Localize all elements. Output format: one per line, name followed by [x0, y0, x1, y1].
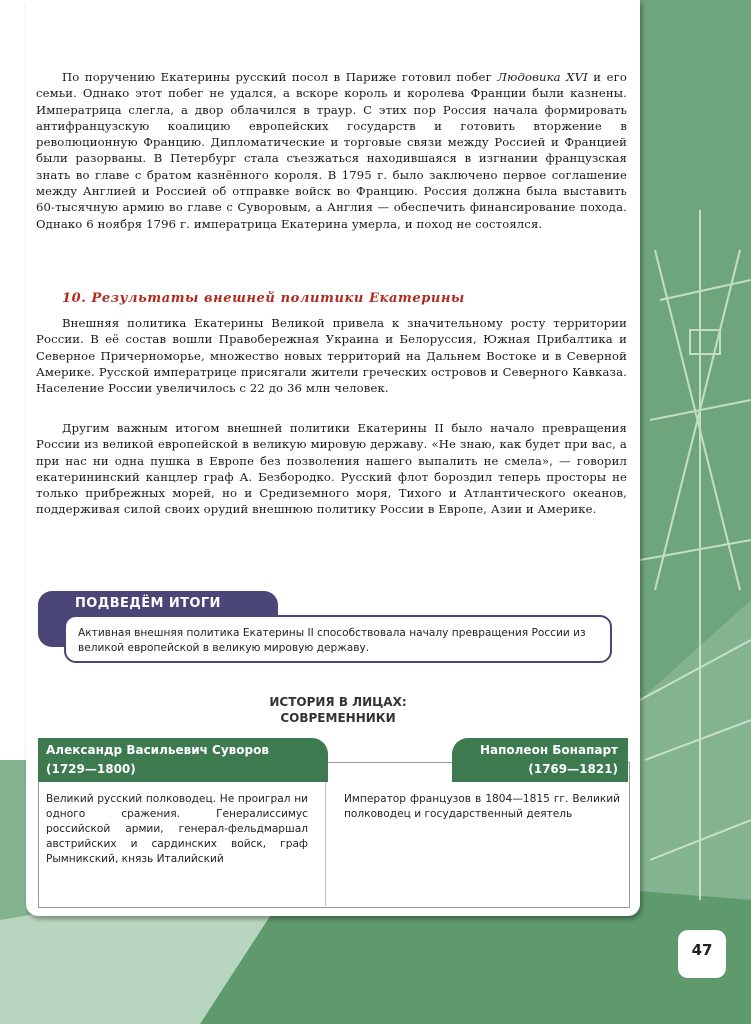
suvorov-description: Великий русский полководец. Не проиграл ни одного сражения. Генералиссимус российской армии, генерал-фельдмаршал австрийских и сардинских войск, граф Рымникский, князь Италийский	[46, 793, 308, 865]
suvorov-name: Александр Васильевич Суворов	[46, 743, 269, 757]
paragraph-2: Внешняя политика Екатерины Великой привела к значительному росту территории России. В её состав вошли Правобережная Украина и Белоруссия, Южная Прибалтика и Северное Причерноморье, множество новых территорий на Дальнем Востоке и в Северной Америке. Русской императрице присягали жители греческих островов и Северного Кавказа. Население России увеличилось с 22 до 36 млн человек.	[36, 316, 627, 396]
history-heading	[200, 694, 476, 726]
page-number: 47	[691, 941, 713, 959]
paragraph-1-italic: Людовика XVI	[497, 70, 588, 84]
history-heading-line2: СОВРЕМЕННИКИ	[280, 711, 396, 725]
napoleon-description: Император французов в 1804—1815 гг. Великий полководец и государственный деятель	[344, 793, 620, 820]
suvorov-years: (1729—1800)	[46, 762, 136, 776]
summary-title: ПОДВЕДЁМ ИТОГИ	[75, 596, 221, 611]
paragraph-1	[36, 69, 627, 232]
section-title: 10. Результаты внешней политики Екатерины	[62, 291, 465, 306]
paragraph-1-rest: и его семьи. Однако этот побег не удался, а вскоре король и королева Франции были казнены. Императрица слегла, а двор облачился в траур. С этих пор Россия начала формировать антифранцузскую коалицию европейских государств и готовить вторжение в революционную Францию. Дипломатические и торговые связи между Россией и Францией были разорваны. В Петербург стала съезжаться находившаяся в изгнании французская знать во главе с братом казнённого короля. В 1795 г. было заключено первое соглашение между Англией и Россией об отправке войск во Францию. Россия должна была выставить 60-тысячную армию во главе с Суворовым, а Англия — обеспечить финансирование похода. Однако 6 ноября 1796 г. императрица Екатерина умерла, и поход не состоялся.	[36, 70, 627, 231]
contemporaries-divider	[325, 762, 326, 906]
napoleon-years: (1769—1821)	[528, 762, 618, 776]
history-heading-line1: ИСТОРИЯ В ЛИЦАХ:	[269, 695, 407, 709]
napoleon-name: Наполеон Бонапарт	[479, 743, 618, 757]
summary-text: Активная внешняя политика Екатерины II способствовала началу превращения России из великой европейской в великую мировую державу.	[78, 627, 586, 654]
paragraph-1-lead: По поручению Екатерины русский посол в Париже готовил побег	[62, 70, 498, 84]
paragraph-3: Другим важным итогом внешней политики Екатерины II было начало превращения России из великой европейской в великую мировую державу. «Не знаю, как будет при вас, а при нас ни одна пушка в Европе без позволения нашего выпалить не смела», — говорил екатерининский канцлер граф А. Безбородко. Русский флот бороздил теперь просторы не только прибрежных морей, но и Средиземного моря, Тихого и Атлантического океанов, поддерживая силой своих орудий внешнюю политику России в Европе, Азии и Америке.	[36, 421, 627, 517]
